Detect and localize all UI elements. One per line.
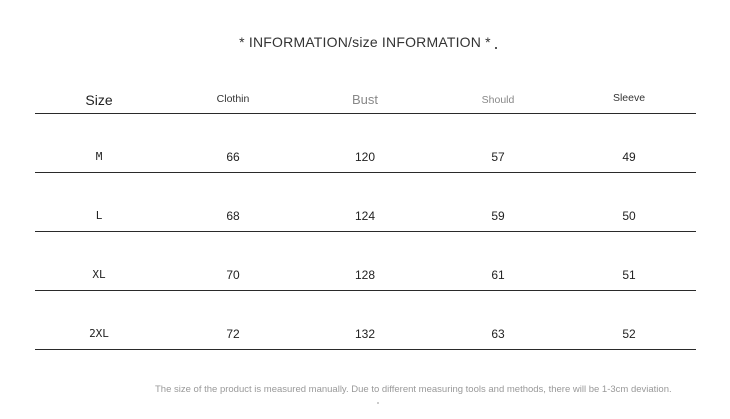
table-row bbox=[35, 114, 696, 173]
shoulder-cell: 57 bbox=[491, 150, 505, 164]
header-clothing: Clothin bbox=[216, 93, 250, 105]
shoulder-cell: 63 bbox=[491, 327, 505, 341]
shoulder-cell: 61 bbox=[491, 268, 505, 282]
bust-cell: 132 bbox=[354, 327, 376, 341]
header-bust: Bust bbox=[351, 92, 378, 107]
clothing-cell: 68 bbox=[226, 209, 240, 223]
header-sleeve: Sleeve bbox=[612, 92, 646, 104]
size-cell: 2XL bbox=[89, 327, 109, 340]
size-table bbox=[35, 86, 696, 350]
header-shoulder: Should bbox=[481, 94, 515, 106]
size-cell: XL bbox=[92, 268, 106, 281]
title-dot bbox=[495, 47, 497, 49]
shoulder-cell: 59 bbox=[491, 209, 505, 223]
page-title: * INFORMATION/size INFORMATION * bbox=[239, 34, 491, 50]
table-row bbox=[35, 291, 696, 350]
sleeve-cell: 52 bbox=[622, 327, 636, 341]
header-size: Size bbox=[85, 92, 113, 108]
bust-cell: 128 bbox=[354, 268, 376, 282]
clothing-cell: 70 bbox=[226, 268, 240, 282]
table-row bbox=[35, 173, 696, 232]
sleeve-cell: 50 bbox=[622, 209, 636, 223]
clothing-cell: 72 bbox=[226, 327, 240, 341]
sleeve-cell: 49 bbox=[622, 150, 636, 164]
sleeve-cell: 51 bbox=[622, 268, 636, 282]
table-row bbox=[35, 232, 696, 291]
measurement-footnote: The size of the product is measured manually. Due to different measuring tools and methods, there will be 1-3cm deviation. bbox=[155, 384, 672, 395]
size-cell: M bbox=[95, 150, 103, 163]
clothing-cell: 66 bbox=[226, 150, 240, 164]
footnote-dot bbox=[377, 402, 379, 404]
bust-cell: 124 bbox=[354, 209, 376, 223]
table-header-row bbox=[35, 86, 696, 114]
size-cell: L bbox=[95, 209, 103, 222]
bust-cell: 120 bbox=[354, 150, 376, 164]
